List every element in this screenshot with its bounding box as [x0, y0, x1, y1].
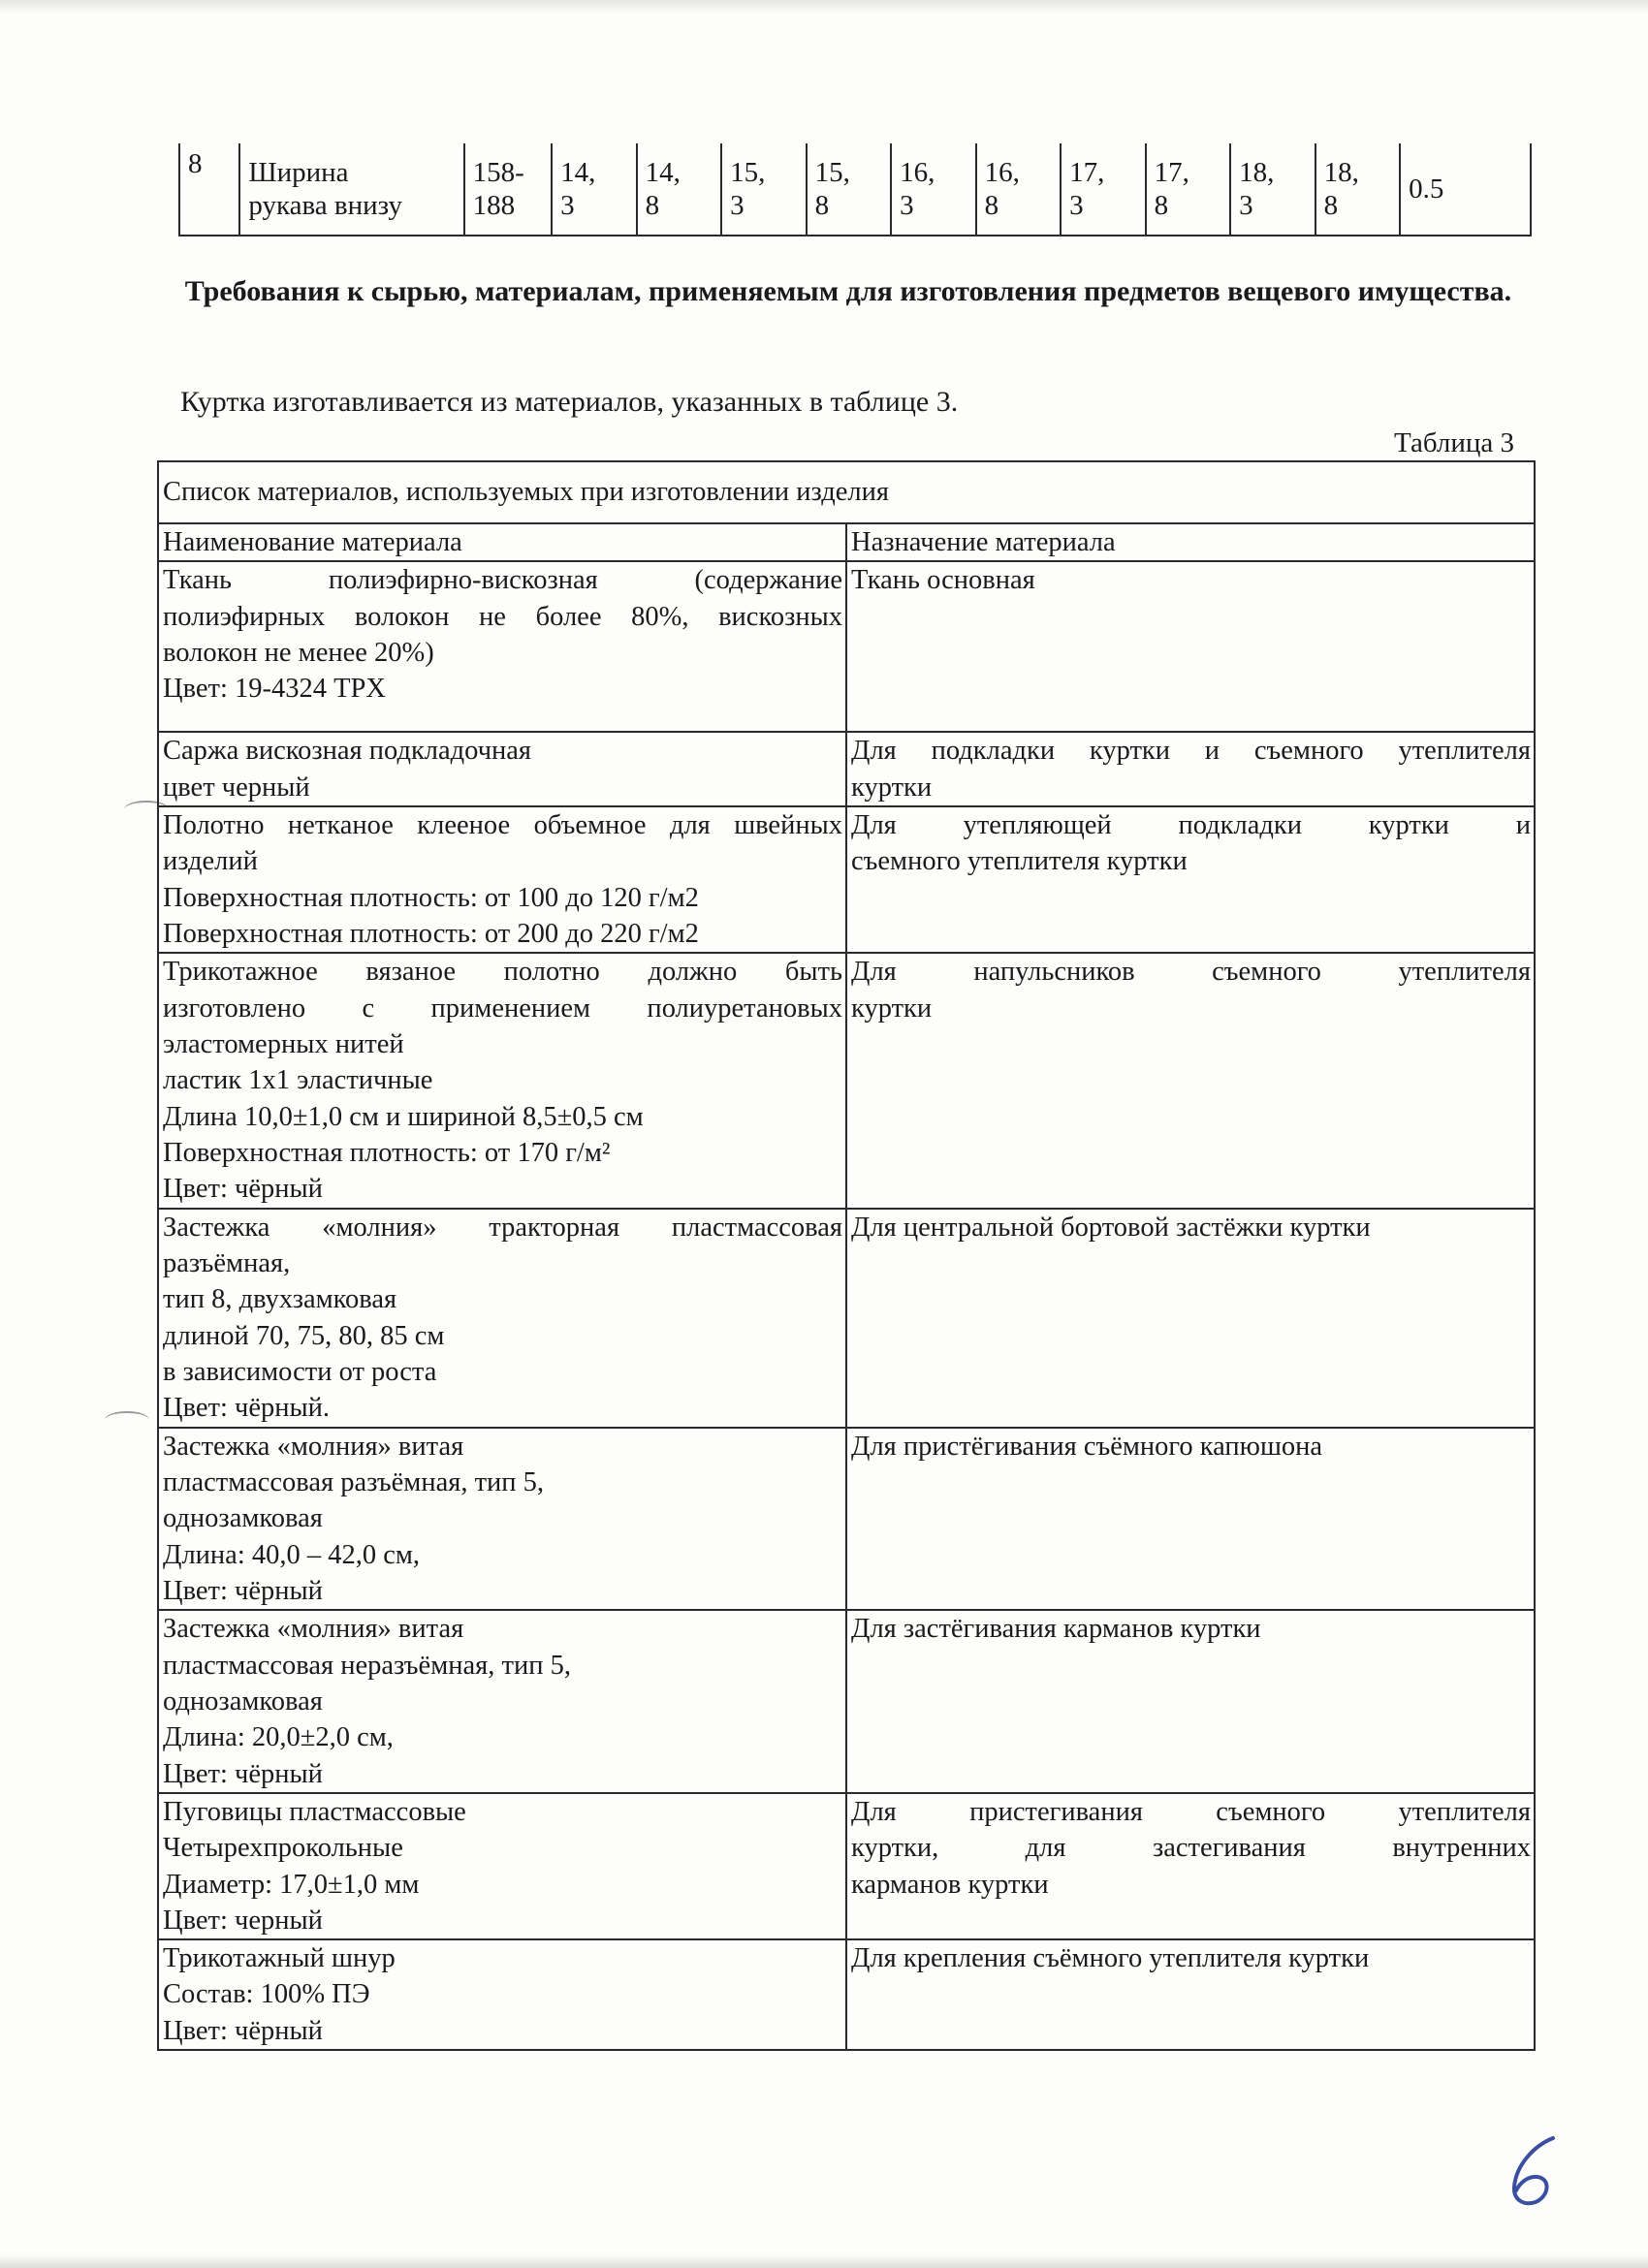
material-row	[158, 732, 1535, 806]
material-cell: Пуговицы пластмассовые Четырехпрокольные Диаметр: 17,0±1,0 мм Цвет: черный	[158, 1793, 846, 1939]
height-range: 158- 188	[464, 143, 553, 236]
purpose-cell: Для пристёгивания съёмного капюшона	[846, 1428, 1535, 1611]
material-cell: Застежка «молния» витая пластмассовая разъёмная, тип 5, однозамковая Длина: 40,0 – 42,0 см, Цвет: чёрный	[158, 1428, 846, 1611]
purpose-cell: Для крепления съёмного утеплителя куртки	[846, 1939, 1535, 2050]
size-value: 17, 8	[1146, 143, 1231, 236]
material-cell: Полотно нетканое клееное объемное для швейных изделий Поверхностная плотность: от 100 до 120 г/м2 Поверхностная плотность: от 200 до 220 г/м2	[158, 806, 846, 953]
size-value: 15, 8	[807, 143, 892, 236]
purpose-cell: Для утепляющей подкладки куртки и съемного утеплителя куртки	[846, 806, 1535, 953]
column-header-material: Наименование материала	[158, 523, 846, 561]
size-table-row	[179, 143, 1531, 236]
table-caption: Таблица 3	[1393, 427, 1514, 458]
size-value: 16, 8	[976, 143, 1062, 236]
materials-table	[157, 460, 1536, 2051]
purpose-cell: Для подкладки куртки и съемного утеплителя куртки	[846, 732, 1535, 806]
size-value: 18, 3	[1230, 143, 1315, 236]
measurement-name: Ширина рукава внизу	[239, 143, 463, 236]
handwritten-page-number	[1503, 2132, 1570, 2210]
material-cell: Застежка «молния» витая пластмассовая неразъёмная, тип 5, однозамковая Длина: 20,0±2,0 см, Цвет: чёрный	[158, 1610, 846, 1793]
purpose-cell: Для застёгивания карманов куртки	[846, 1610, 1535, 1793]
purpose-cell: Для напульсников съемного утеплителя куртки	[846, 953, 1535, 1208]
row-number: 8	[179, 143, 239, 236]
material-row	[158, 1793, 1535, 1939]
purpose-cell: Для пристегивания съемного утеплителя куртки, для застегивания внутренних карманов куртки	[846, 1793, 1535, 1939]
size-table-fragment	[178, 143, 1532, 236]
materials-table-title-row	[158, 461, 1535, 523]
material-row	[158, 1428, 1535, 1611]
intro-paragraph: Куртка изготавливается из материалов, указанных в таблице 3.	[180, 386, 959, 418]
section-heading: Требования к сырью, материалам, применяемым для изготовления предметов вещевого имущества.	[184, 275, 1512, 307]
material-row	[158, 1610, 1535, 1793]
materials-table-header-row	[158, 523, 1535, 561]
size-value: 14, 3	[552, 143, 637, 236]
tolerance-value: 0.5	[1400, 143, 1531, 236]
purpose-cell: Ткань основная	[846, 561, 1535, 732]
size-value: 18, 8	[1315, 143, 1401, 236]
material-cell: Трикотажное вязаное полотно должно быть изготовлено с применением полиуретановых эластомерных нитей ластик 1х1 эластичные Длина 10,0±1,0 см и шириной 8,5±0,5 см Поверхностная плотность: от 170 г/м² Цвет: чёрный	[158, 953, 846, 1208]
material-row	[158, 561, 1535, 732]
material-row	[158, 1209, 1535, 1428]
material-cell: Застежка «молния» тракторная пластмассовая разъёмная, тип 8, двухзамковая длиной 70, 75, 80, 85 см в зависимости от роста Цвет: чёрный.	[158, 1209, 846, 1428]
size-value: 16, 3	[891, 143, 976, 236]
column-header-purpose: Назначение материала	[846, 523, 1535, 561]
material-cell: Трикотажный шнур Состав: 100% ПЭ Цвет: чёрный	[158, 1939, 846, 2050]
size-value: 15, 3	[721, 143, 807, 236]
material-row	[158, 806, 1535, 953]
material-row	[158, 953, 1535, 1208]
material-row	[158, 1939, 1535, 2050]
binder-hole-mark-lower	[105, 1411, 149, 1429]
size-value: 17, 3	[1061, 143, 1146, 236]
scan-edge-top	[0, 0, 1648, 14]
size-value: 14, 8	[637, 143, 722, 236]
material-cell: Ткань полиэфирно-вискозная (содержание полиэфирных волокон не более 80%, вискозных волокон не менее 20%) Цвет: 19-4324 TPX	[158, 561, 846, 732]
materials-table-title: Список материалов, используемых при изготовлении изделия	[158, 461, 1535, 523]
material-cell: Саржа вискозная подкладочная цвет черный	[158, 732, 846, 806]
scan-edge-bottom	[0, 2254, 1648, 2268]
purpose-cell: Для центральной бортовой застёжки куртки	[846, 1209, 1535, 1428]
